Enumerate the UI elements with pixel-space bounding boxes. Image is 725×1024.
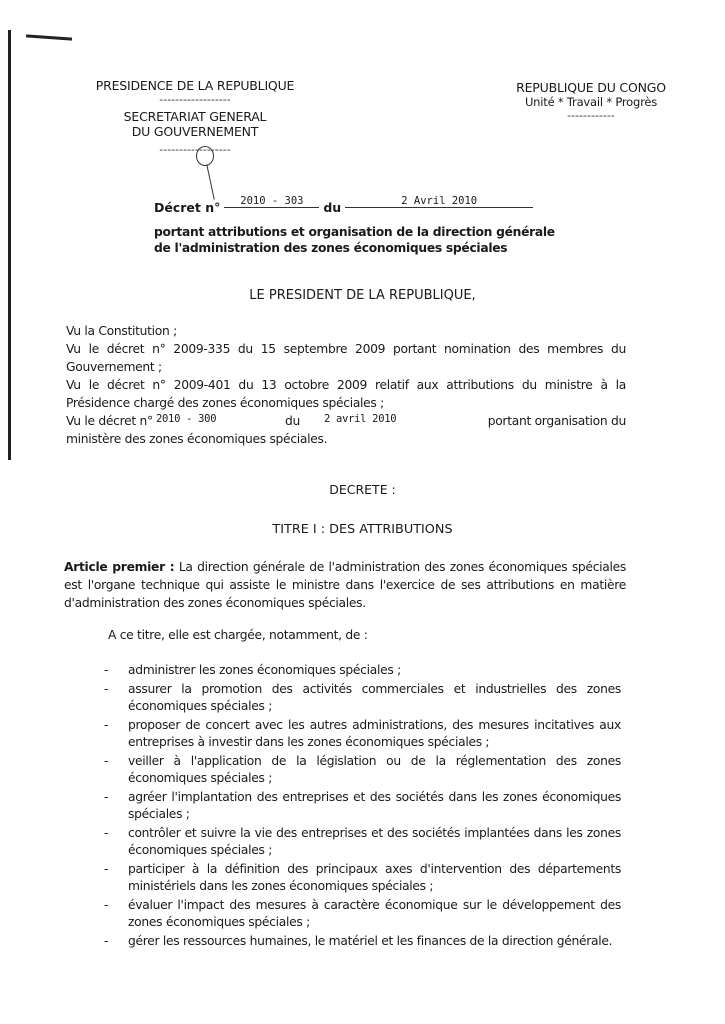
visa-prefix: Vu le décret n° [66,414,153,428]
decree-number: 2010 - 303 [224,195,319,208]
header-gouvernement: DU GOUVERNEMENT [131,124,259,139]
list-item: - gérer les ressources humaines, le matériel et les finances de la direction générale. [104,933,613,948]
list-item: - veiller à l'application de la législation ou de la réglementation des zones économiques spéciales ; [104,753,621,785]
visa-number: 2010 - 300 [156,413,217,425]
visa-constitution: Vu la Constitution ; [66,324,177,338]
scan-margin-bar [8,30,11,460]
header-presidence: PRESIDENCE DE LA REPUBLIQUE [95,78,295,93]
list-item: - proposer de concert avec les autres administrations, des mesures incitatives aux entreprises à investir dans les zones économiques spéciales ; [104,717,621,749]
article-intro: A ce titre, elle est chargée, notamment, de : [108,628,368,642]
visa-decree-2009-401: Vu le décret n° 2009-401 du 13 octobre 2009 relatif aux attributions du ministre à la Présidence chargé des zones économiques spéciales ; [66,378,626,410]
visa-du: du [285,414,300,428]
visa-decree-2010-300 [66,412,626,430]
decrete-heading: DECRETE : [329,482,396,497]
header-republique: REPUBLIQUE DU CONGO [516,80,666,95]
visa-line2: ministère des zones économiques spéciales. [66,432,328,446]
article-text: La direction générale de l'administration des zones économiques spéciales est l'organe technique qui assiste le ministre dans l'exercice de ses attributions en matière d'administration des zones économiques spéciales. [64,560,627,610]
article-premier [64,558,626,612]
header-left [60,78,330,156]
initials-stroke [206,164,214,199]
decree-subject-line2: de l'administration des zones économiques spéciales [154,241,508,255]
header-separator: ------------------ [159,93,231,106]
article-label: Article premier : [64,560,175,574]
decree-subject [154,224,574,256]
titre-heading: TITRE I : DES ATTRIBUTIONS [272,522,453,537]
header-right [496,80,686,122]
decree-du-label: du [323,200,342,215]
decree-date: 2 Avril 2010 [345,195,533,208]
header-separator: ------------------ [159,143,231,156]
president-heading: LE PRESIDENT DE LA REPUBLIQUE, [249,288,476,303]
list-item: - agréer l'implantation des entreprises et des sociétés dans les zones économiques spéciales ; [104,789,621,821]
visa-date: 2 avril 2010 [324,413,397,425]
list-item: - administrer les zones économiques spéciales ; [104,663,401,677]
decree-label: Décret n° [154,200,221,215]
attributions-list [104,662,621,951]
visa-decree-2009-335: Vu le décret n° 2009-335 du 15 septembre 2009 portant nomination des membres du Gouvernement ; [66,342,626,374]
list-item: - évaluer l'impact des mesures à caractère économique sur le développement des zones économiques spéciales ; [104,897,621,929]
list-item: - participer à la définition des principaux axes d'intervention des départements ministériels dans les zones économiques spéciales ; [104,861,621,893]
list-item: - assurer la promotion des activités commerciales et industrielles des zones économiques spéciales ; [104,681,621,713]
decree-subject-line1: portant attributions et organisation de la direction générale [154,225,555,239]
initials-stamp [196,146,214,166]
pen-mark [26,34,72,40]
preamble-visas [66,322,626,448]
decree-title [154,195,574,216]
header-motto: Unité * Travail * Progrès [524,95,658,109]
list-item: - contrôler et suivre la vie des entreprises et des sociétés implantées dans les zones économiques spéciales ; [104,825,621,857]
header-secretariat: SECRETARIAT GENERAL [123,109,267,124]
header-separator: ------------ [567,109,615,122]
visa-suffix: portant organisation du [487,414,626,428]
